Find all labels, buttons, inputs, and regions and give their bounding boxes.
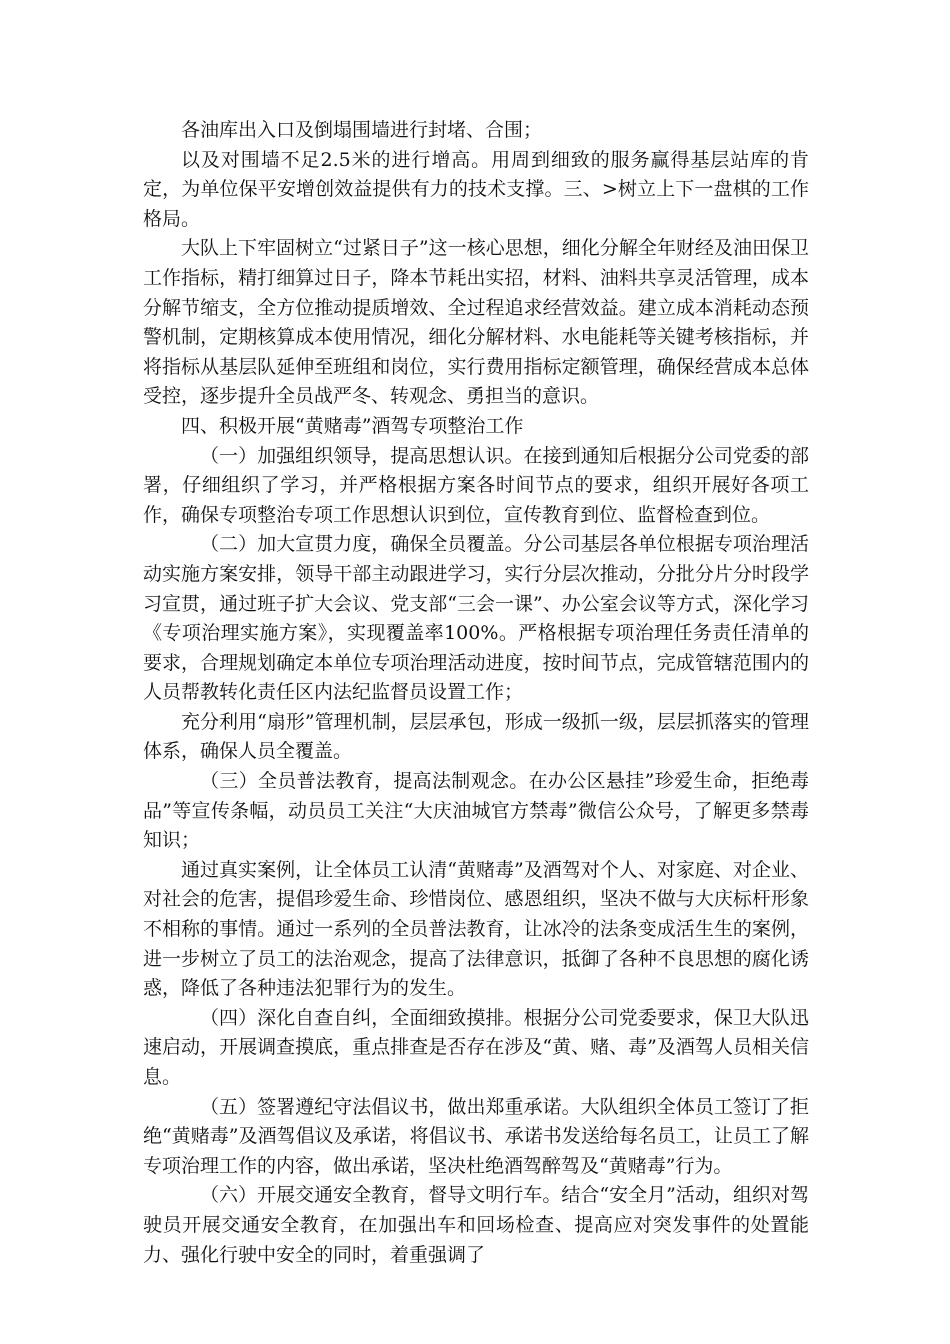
paragraph: 大队上下牢固树立“过紧日子”这一核心思想，细化分解全年财经及油田保卫工作指标，精打细算过日子，降本节耗出实招，材料、油料共享灵活管理，成本分解节缩支，全方位推动提质增效、全过程追求经营效益。建立成本消耗动态预警机制，定期核算成本使用情况，细化分解材料、水电能耗等关键考核指标，并将指标从基层队延伸至班组和岗位，实行费用指标定额管理，确保经营成本总体受控，逐步提升全员战严冬、转观念、勇担当的意识。 — [143, 237, 809, 408]
document-body — [143, 116, 809, 1270]
paragraph: 各油库出入口及倒塌围墙进行封堵、合围； — [181, 119, 543, 141]
paragraph: 以及对围墙不足2.5米的进行增高。用周到细致的服务赢得基层站库的肯定，为单位保平安增创效益提供有力的技术支撑。三、>树立上下一盘棋的工作格局。 — [143, 148, 809, 230]
paragraph: （五）签署遵纪守法倡议书，做出郑重承诺。大队组织全体员工签订了拒绝“黄赌毒”及酒驾倡议及承诺，将倡议书、承诺书发送给每名员工，让员工了解专项治理工作的内容，做出承诺，坚决杜绝酒驾醉驾及“黄赌毒”行为。 — [143, 1095, 809, 1177]
paragraph: （六）开展交通安全教育，督导文明行车。结合“安全月”活动，组织对驾驶员开展交通安全教育，在加强出车和回场检查、提高应对突发事件的处置能力、强化行驶中安全的同时，着重强调了 — [143, 1184, 809, 1266]
paragraph: （三）全员普法教育，提高法制观念。在办公区悬挂”珍爱生命，拒绝毒品”等宣传条幅，动员员工关注“大庆油城官方禁毒”微信公众号，了解更多禁毒知识； — [143, 770, 809, 852]
paragraph: 充分利用“扇形”管理机制，层层承包，形成一级抓一级，层层抓落实的管理体系，确保人员全覆盖。 — [143, 710, 809, 763]
paragraph: （二）加大宣贯力度，确保全员覆盖。分公司基层各单位根据专项治理活动实施方案安排，领导干部主动跟进学习，实行分层次推动，分批分片分时段学习宣贯，通过班子扩大会议、党支部“三会一课”、办公室会议等方式，深化学习《专项治理实施方案》，实现覆盖率100%。严格根据专项治理任务责任清单的要求，合理规划确定本单位专项治理活动进度，按时间节点，完成管辖范围内的人员帮教转化责任区内法纪监督员设置工作； — [143, 533, 809, 704]
paragraph: （四）深化自查自纠，全面细致摸排。根据分公司党委要求，保卫大队迅速启动，开展调查摸底，重点排查是否存在涉及“黄、赌、毒”及酒驾人员相关信息。 — [143, 1006, 809, 1088]
paragraph: 通过真实案例，让全体员工认清“黄赌毒”及酒驾对个人、对家庭、对企业、对社会的危害，提倡珍爱生命、珍惜岗位、感恩组织，坚决不做与大庆标杆形象不相称的事情。通过一系列的全员普法教育，让冰冷的法条变成活生生的案例，进一步树立了员工的法治观念，提高了法律意识，抵御了各种不良思想的腐化诱惑，降低了各种违法犯罪行为的发生。 — [143, 858, 809, 1000]
section-heading: 四、积极开展“黄赌毒”酒驾专项整治工作 — [181, 414, 524, 437]
paragraph: （一）加强组织领导，提高思想认识。在接到通知后根据分公司党委的部署，仔细组织了学习，并严格根据方案各时间节点的要求，组织开展好各项工作，确保专项整治专项工作思想认识到位，宣传教育到位、监督检查到位。 — [143, 444, 809, 526]
